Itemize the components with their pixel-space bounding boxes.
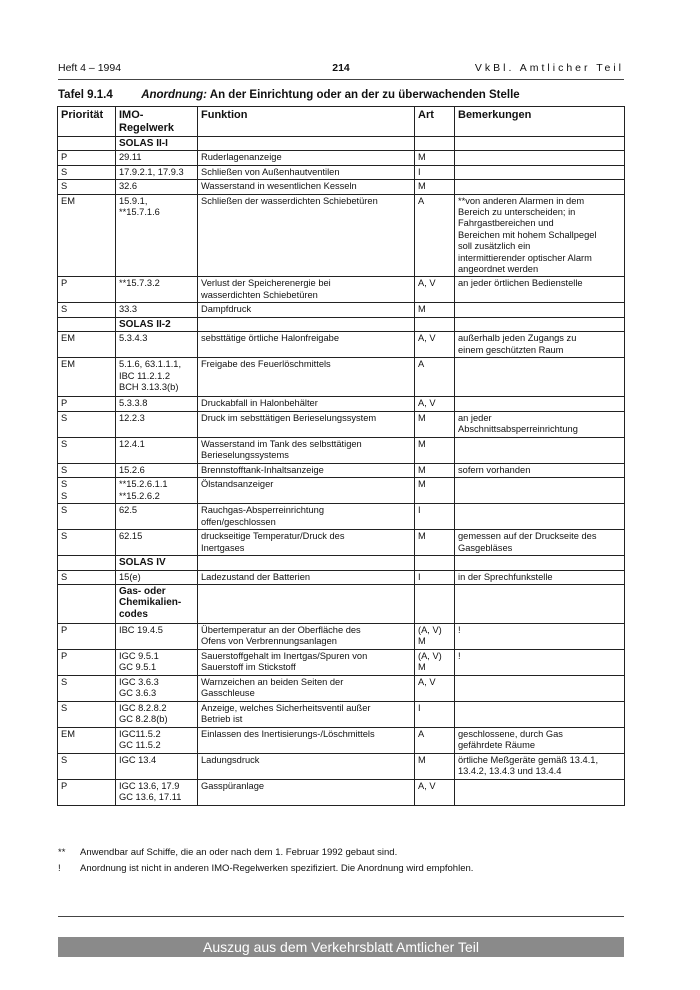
cell-regelwerk: 62.15 xyxy=(116,530,198,556)
cell-regelwerk: 32.6 xyxy=(116,180,198,194)
cell-bemerkungen xyxy=(455,779,625,805)
cell-bemerkungen: sofern vorhanden xyxy=(455,463,625,477)
col-header-funktion: Funktion xyxy=(198,107,415,137)
cell-bemerkungen xyxy=(455,397,625,411)
cell-regelwerk: IGC11.5.2 GC 11.5.2 xyxy=(116,727,198,753)
cell-funktion: Ölstandsanzeiger xyxy=(198,478,415,504)
cell-art: A, V xyxy=(415,675,455,701)
cell-funktion: Rauchgas-Absperreinrichtung offen/geschlossen xyxy=(198,504,415,530)
cell-prioritaet: EM xyxy=(58,727,116,753)
cell-prioritaet: S xyxy=(58,675,116,701)
cell-prioritaet: P xyxy=(58,151,116,165)
cell-prioritaet: S xyxy=(58,303,116,317)
cell-bemerkungen xyxy=(455,151,625,165)
cell-regelwerk: **15.2.6.1.1 **15.2.6.2 xyxy=(116,478,198,504)
cell-art: I xyxy=(415,701,455,727)
cell-bemerkungen xyxy=(455,675,625,701)
table-row xyxy=(58,675,625,701)
empty-cell xyxy=(198,137,415,151)
cell-prioritaet: P xyxy=(58,779,116,805)
cell-prioritaet: S xyxy=(58,411,116,437)
cell-prioritaet: P xyxy=(58,623,116,649)
cell-funktion: sebsttätige örtliche Halonfreigabe xyxy=(198,332,415,358)
table-row xyxy=(58,570,625,584)
page-header xyxy=(58,62,624,76)
footnote-mark: ! xyxy=(58,863,61,874)
empty-cell xyxy=(58,556,116,570)
caption-text: An der Einrichtung oder an der zu überwachenden Stelle xyxy=(209,89,520,101)
cell-funktion: Ladezustand der Batterien xyxy=(198,570,415,584)
section-row xyxy=(58,137,625,151)
table-row xyxy=(58,151,625,165)
empty-cell xyxy=(455,584,625,623)
cell-art: A, V xyxy=(415,277,455,303)
section-row xyxy=(58,317,625,331)
cell-funktion: druckseitige Temperatur/Druck des Inertgases xyxy=(198,530,415,556)
section-row xyxy=(58,556,625,570)
cell-prioritaet: S xyxy=(58,504,116,530)
table-header-row xyxy=(58,107,625,137)
cell-bemerkungen xyxy=(455,165,625,179)
footnote-text: Anwendbar auf Schiffe, die an oder nach dem 1. Februar 1992 gebaut sind. xyxy=(80,847,398,858)
cell-prioritaet: S xyxy=(58,701,116,727)
cell-regelwerk: 62.5 xyxy=(116,504,198,530)
cell-art: A xyxy=(415,358,455,397)
section-title: SOLAS IV xyxy=(116,556,198,570)
section-title: Gas- oder Chemikalien- codes xyxy=(116,584,198,623)
cell-funktion: Schließen von Außenhautventilen xyxy=(198,165,415,179)
cell-regelwerk: 12.4.1 xyxy=(116,437,198,463)
table-row xyxy=(58,463,625,477)
cell-bemerkungen: **von anderen Alarmen in dem Bereich zu unterscheiden; in Fahrgastbereichen und Bereichen mit hohem Schallpegel soll zusätzlich ein intermittierender optischer Alarm angeordnet werden xyxy=(455,194,625,277)
table-row xyxy=(58,623,625,649)
alarm-table xyxy=(57,106,625,806)
cell-bemerkungen xyxy=(455,358,625,397)
cell-bemerkungen xyxy=(455,180,625,194)
page-number: 214 xyxy=(332,62,350,74)
cell-regelwerk: IGC 8.2.8.2 GC 8.2.8(b) xyxy=(116,701,198,727)
col-header-art: Art xyxy=(415,107,455,137)
cell-bemerkungen xyxy=(455,303,625,317)
cell-regelwerk: 15.9.1, **15.7.1.6 xyxy=(116,194,198,277)
cell-bemerkungen xyxy=(455,701,625,727)
cell-art: M xyxy=(415,411,455,437)
cell-art: M xyxy=(415,437,455,463)
col-header-regelwerk: IMO- Regelwerk xyxy=(116,107,198,137)
cell-regelwerk: 15.2.6 xyxy=(116,463,198,477)
table-row xyxy=(58,504,625,530)
table-row xyxy=(58,180,625,194)
cell-regelwerk: IGC 3.6.3 GC 3.6.3 xyxy=(116,675,198,701)
cell-regelwerk: IGC 13.6, 17.9 GC 13.6, 17.11 xyxy=(116,779,198,805)
empty-cell xyxy=(58,584,116,623)
empty-cell xyxy=(58,317,116,331)
cell-art: A, V xyxy=(415,332,455,358)
cell-funktion: Wasserstand in wesentlichen Kesseln xyxy=(198,180,415,194)
cell-art: (A, V) M xyxy=(415,649,455,675)
cell-bemerkungen: ! xyxy=(455,649,625,675)
cell-art: I xyxy=(415,504,455,530)
table-row xyxy=(58,701,625,727)
cell-regelwerk: 5.1.6, 63.1.1.1, IBC 11.2.1.2 BCH 3.13.3(b) xyxy=(116,358,198,397)
cell-bemerkungen xyxy=(455,478,625,504)
cell-prioritaet: EM xyxy=(58,358,116,397)
table-row xyxy=(58,779,625,805)
empty-cell xyxy=(455,137,625,151)
cell-art: A, V xyxy=(415,397,455,411)
cell-bemerkungen: ! xyxy=(455,623,625,649)
cell-funktion: Druckabfall in Halonbehälter xyxy=(198,397,415,411)
footnote-mark: ** xyxy=(58,847,66,858)
empty-cell xyxy=(415,317,455,331)
cell-art: M xyxy=(415,151,455,165)
cell-funktion: Ruderlagenanzeige xyxy=(198,151,415,165)
cell-funktion: Ladungsdruck xyxy=(198,753,415,779)
table-row xyxy=(58,303,625,317)
cell-art: M xyxy=(415,463,455,477)
cell-bemerkungen: in der Sprechfunkstelle xyxy=(455,570,625,584)
section-row xyxy=(58,584,625,623)
footnote-text: Anordnung ist nicht in anderen IMO-Regelwerken spezifiziert. Die Anordnung wird empfohlen. xyxy=(80,863,474,874)
cell-art: M xyxy=(415,753,455,779)
cell-funktion: Übertemperatur an der Oberfläche des Ofens von Verbrennungsanlagen xyxy=(198,623,415,649)
cell-regelwerk: 33.3 xyxy=(116,303,198,317)
cell-bemerkungen: an jeder Abschnittsabsperreinrichtung xyxy=(455,411,625,437)
cell-art: (A, V) M xyxy=(415,623,455,649)
cell-art: A, V xyxy=(415,779,455,805)
cell-prioritaet: S xyxy=(58,180,116,194)
table-row xyxy=(58,411,625,437)
cell-funktion: Anzeige, welches Sicherheitsventil außer Betrieb ist xyxy=(198,701,415,727)
cell-funktion: Dampfdruck xyxy=(198,303,415,317)
cell-prioritaet: EM xyxy=(58,194,116,277)
cell-bemerkungen: geschlossene, durch Gas gefährdete Räume xyxy=(455,727,625,753)
empty-cell xyxy=(198,556,415,570)
col-header-prioritaet: Priorität xyxy=(58,107,116,137)
table-caption xyxy=(58,89,624,101)
cell-prioritaet: S xyxy=(58,570,116,584)
footer-rule xyxy=(58,916,624,917)
table-row xyxy=(58,397,625,411)
table-row xyxy=(58,332,625,358)
cell-art: I xyxy=(415,165,455,179)
col-header-bemerkungen: Bemerkungen xyxy=(455,107,625,137)
table-row xyxy=(58,727,625,753)
cell-prioritaet: S S xyxy=(58,478,116,504)
cell-regelwerk: 29.11 xyxy=(116,151,198,165)
cell-funktion: Einlassen des Inertisierungs-/Löschmittels xyxy=(198,727,415,753)
journal-title: VkBl. Amtlicher Teil xyxy=(474,62,624,74)
cell-prioritaet: S xyxy=(58,753,116,779)
cell-art: M xyxy=(415,303,455,317)
cell-funktion: Druck im sebsttätigen Berieselungssystem xyxy=(198,411,415,437)
cell-art: I xyxy=(415,570,455,584)
cell-bemerkungen xyxy=(455,504,625,530)
cell-prioritaet: P xyxy=(58,397,116,411)
empty-cell xyxy=(455,317,625,331)
cell-prioritaet: P xyxy=(58,649,116,675)
section-title: SOLAS II-I xyxy=(116,137,198,151)
cell-funktion: Brennstofftank-Inhaltsanzeige xyxy=(198,463,415,477)
table-row xyxy=(58,194,625,277)
empty-cell xyxy=(415,584,455,623)
table-row xyxy=(58,753,625,779)
cell-art: M xyxy=(415,530,455,556)
cell-art: M xyxy=(415,180,455,194)
cell-regelwerk: 5.3.4.3 xyxy=(116,332,198,358)
cell-art: A xyxy=(415,194,455,277)
cell-funktion: Wasserstand im Tank des selbsttätigen Berieselungssystems xyxy=(198,437,415,463)
issue-number: Heft 4 – 1994 xyxy=(58,62,122,74)
table-row xyxy=(58,437,625,463)
cell-regelwerk: IGC 9.5.1 GC 9.5.1 xyxy=(116,649,198,675)
cell-prioritaet: S xyxy=(58,437,116,463)
cell-prioritaet: S xyxy=(58,165,116,179)
cell-prioritaet: S xyxy=(58,530,116,556)
cell-art: M xyxy=(415,478,455,504)
section-title: SOLAS II-2 xyxy=(116,317,198,331)
cell-bemerkungen: außerhalb jeden Zugangs zu einem geschützten Raum xyxy=(455,332,625,358)
empty-cell xyxy=(415,556,455,570)
empty-cell xyxy=(455,556,625,570)
cell-funktion: Verlust der Speicherenergie bei wasserdichten Schiebetüren xyxy=(198,277,415,303)
cell-regelwerk: 12.2.3 xyxy=(116,411,198,437)
empty-cell xyxy=(415,137,455,151)
header-rule xyxy=(58,79,624,80)
empty-cell xyxy=(198,584,415,623)
cell-prioritaet: P xyxy=(58,277,116,303)
cell-regelwerk: 17.9.2.1, 17.9.3 xyxy=(116,165,198,179)
cell-prioritaet: EM xyxy=(58,332,116,358)
table-number: Tafel 9.1.4 xyxy=(58,89,113,101)
table-row xyxy=(58,478,625,504)
cell-funktion: Sauerstoffgehalt im Inertgas/Spuren von Sauerstoff im Stickstoff xyxy=(198,649,415,675)
cell-regelwerk: **15.7.3.2 xyxy=(116,277,198,303)
caption-label: Anordnung: xyxy=(141,89,207,101)
empty-cell xyxy=(198,317,415,331)
cell-prioritaet: S xyxy=(58,463,116,477)
cell-art: A xyxy=(415,727,455,753)
cell-regelwerk: IBC 19.4.5 xyxy=(116,623,198,649)
table-row xyxy=(58,358,625,397)
footnote-2 xyxy=(58,863,624,875)
cell-regelwerk: 15(e) xyxy=(116,570,198,584)
table-body xyxy=(58,137,625,806)
cell-regelwerk: 5.3.3.8 xyxy=(116,397,198,411)
cell-bemerkungen: örtliche Meßgeräte gemäß 13.4.1, 13.4.2, 13.4.3 und 13.4.4 xyxy=(455,753,625,779)
table-row xyxy=(58,165,625,179)
table-row xyxy=(58,277,625,303)
cell-regelwerk: IGC 13.4 xyxy=(116,753,198,779)
footer-banner: Auszug aus dem Verkehrsblatt Amtlicher Teil xyxy=(58,937,624,957)
footnote-1 xyxy=(58,847,624,859)
cell-funktion: Warnzeichen an beiden Seiten der Gasschleuse xyxy=(198,675,415,701)
cell-funktion: Freigabe des Feuerlöschmittels xyxy=(198,358,415,397)
cell-bemerkungen xyxy=(455,437,625,463)
cell-bemerkungen: gemessen auf der Druckseite des Gasgebläses xyxy=(455,530,625,556)
empty-cell xyxy=(58,137,116,151)
cell-funktion: Gasspüranlage xyxy=(198,779,415,805)
table-row xyxy=(58,649,625,675)
cell-bemerkungen: an jeder örtlichen Bedienstelle xyxy=(455,277,625,303)
table-row xyxy=(58,530,625,556)
cell-funktion: Schließen der wasserdichten Schiebetüren xyxy=(198,194,415,277)
